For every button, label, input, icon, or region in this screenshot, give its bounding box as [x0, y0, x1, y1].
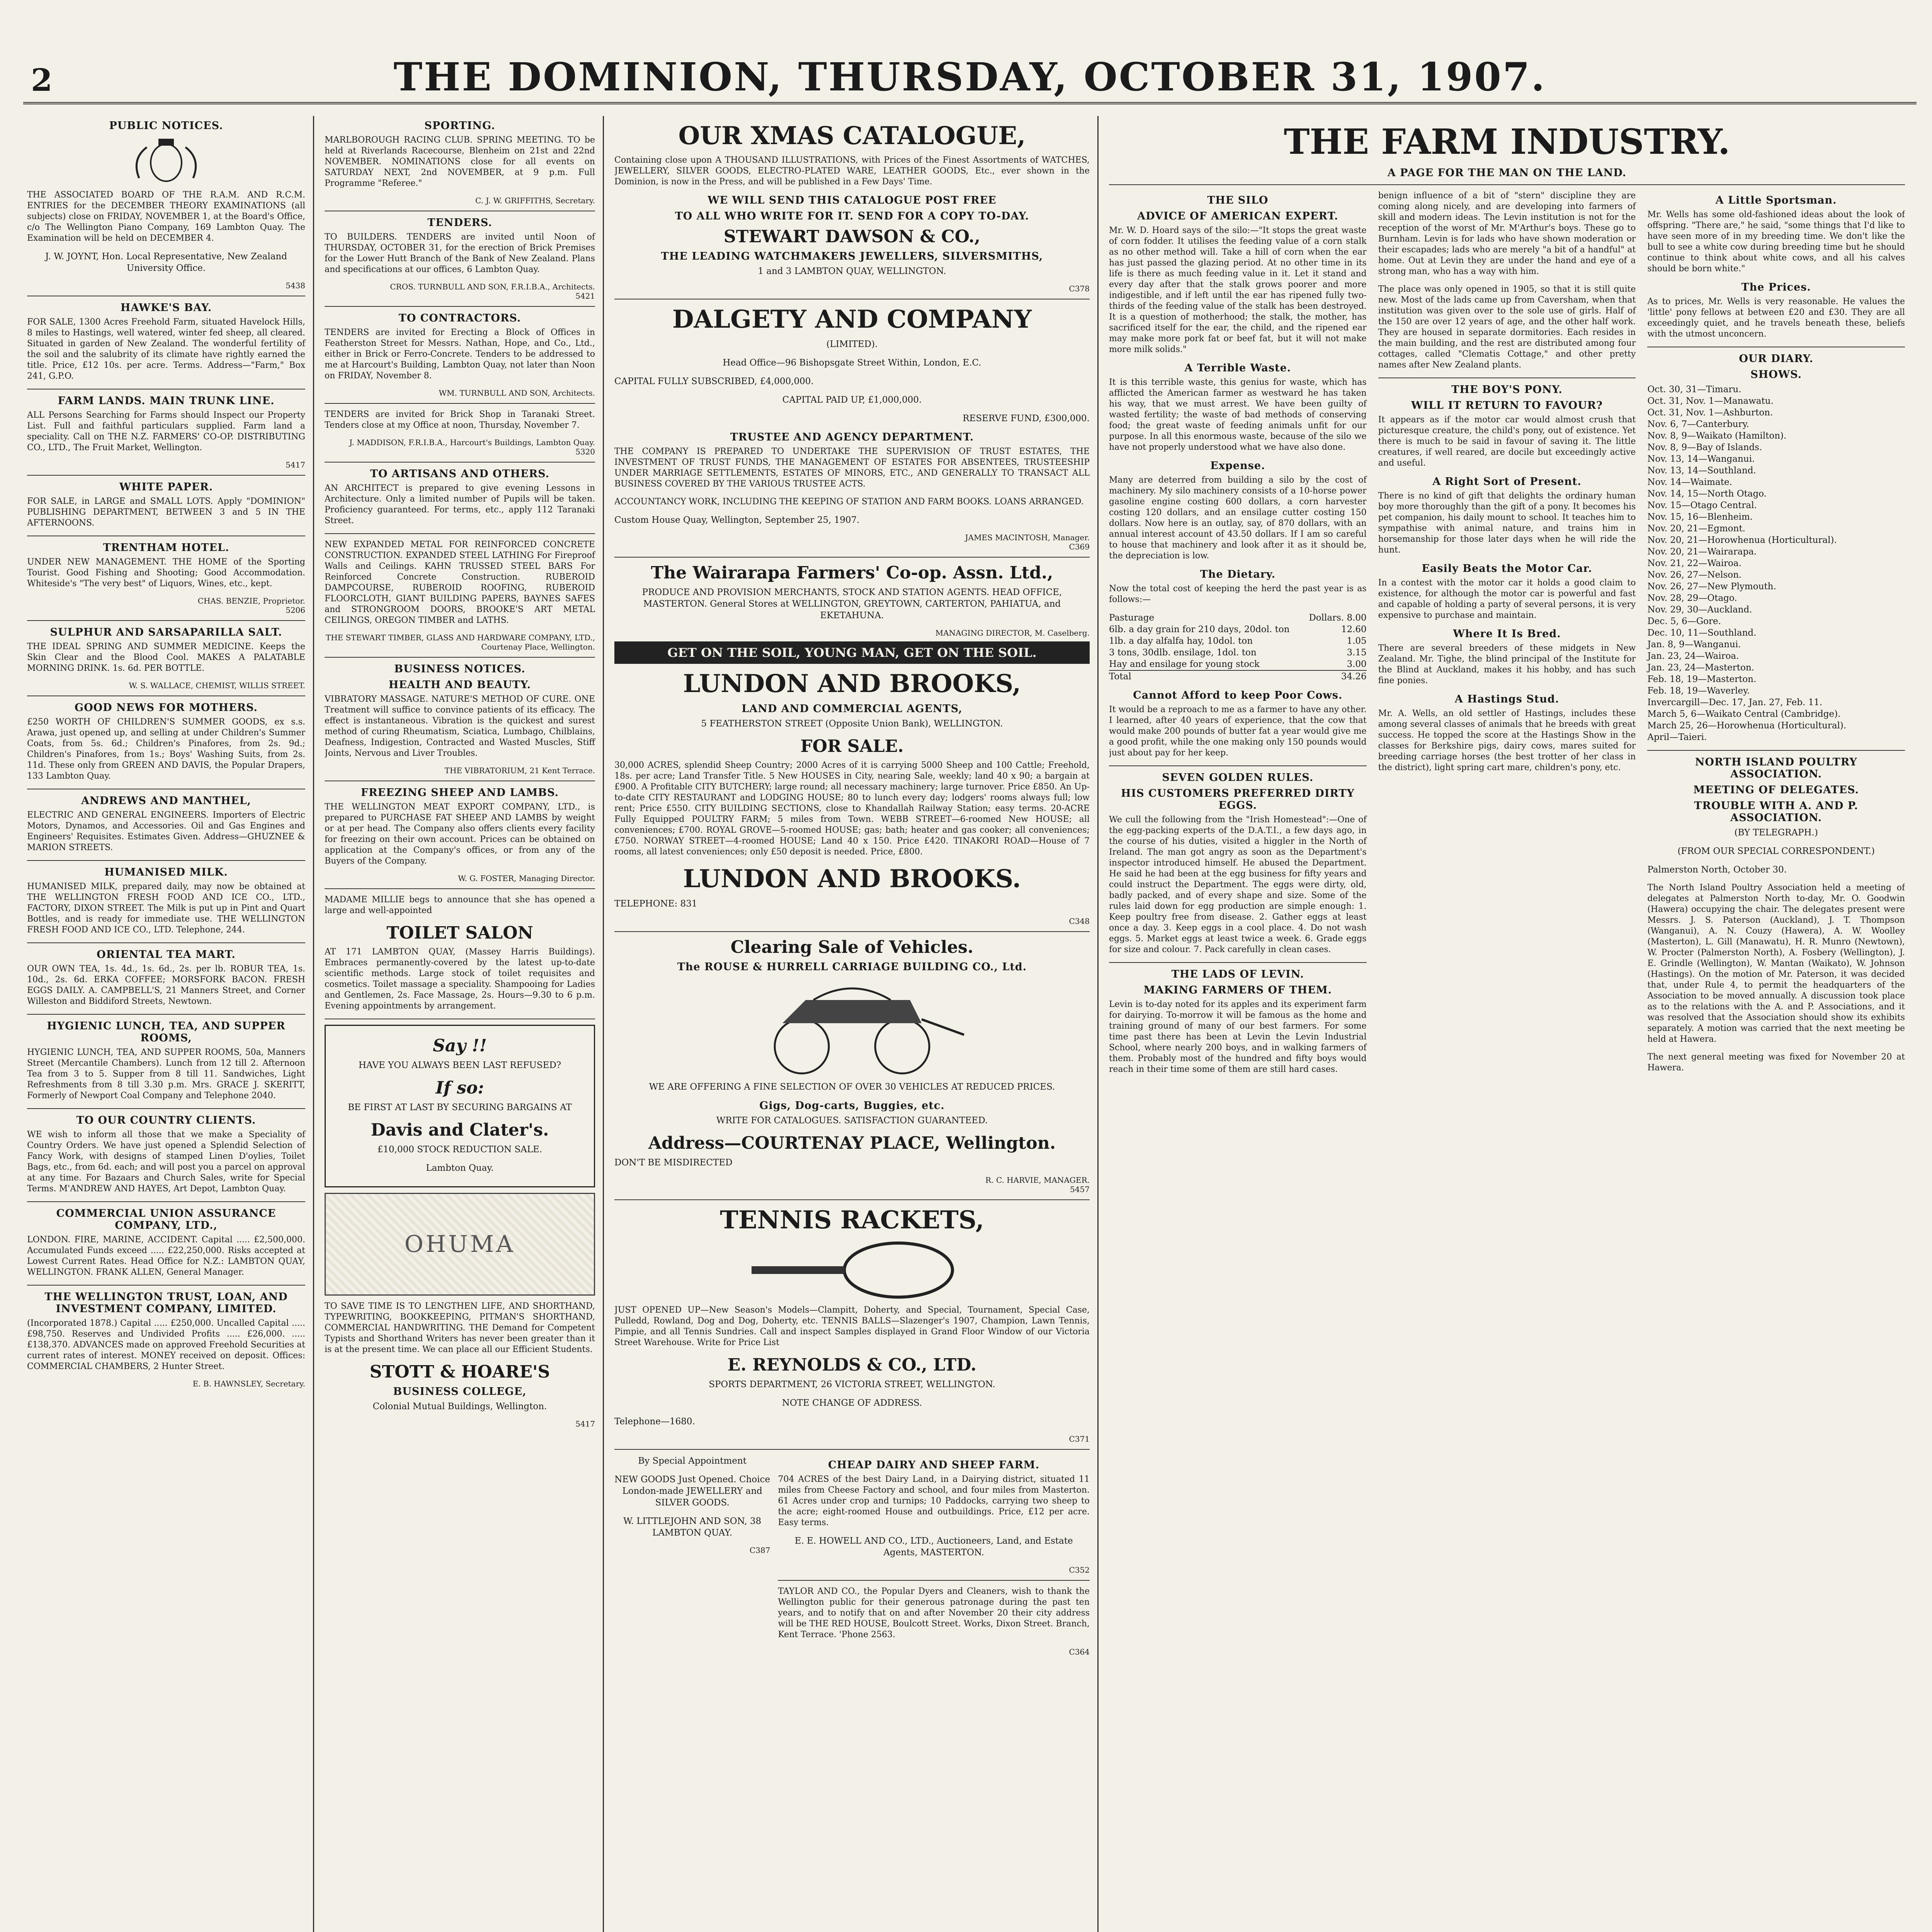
dalgety-capital: CAPITAL FULLY SUBSCRIBED, £4,000,000.	[614, 376, 814, 386]
reynolds-note: NOTE CHANGE OF ADDRESS.	[782, 1398, 922, 1408]
dalgety-address: Custom House Quay, Wellington, September 25, 1907.	[614, 515, 860, 525]
lundon-listings: 30,000 ACRES, splendid Sheep Country; 2000 Acres of it is carrying 5000 Sheep and 100 Cattle; Freehold, 18s. per acre; Land Transfer Title. 5 New HOUSES in City, nearing Sale, weekly; land 40 x 90; a bargain at £900. A Profitable CITY BUTCHERY; large round; all necessary machinery; large turnover. Price £850. An Up-to-date CITY RESTAURANT and LODGING HOUSE; 80 to lunch every day; lodgers' rooms always full; low rent; Price £550. CITY BUILDING SECTIONS, close to Khandallah Railway Station; easy terms. 20-ACRE Fully Equipped POULTRY FARM; 5 miles from Town. WEBB STREET—6-roomed New HOUSE; all conveniences; £700. ROYAL GROVE—5-roomed HOUSE; gas; bath; heater and gas cooker; all conveniences; £750. NORWAY STREET—4-roomed HOUSE; Land 40 x 150. Price £420. TINAKORI ROAD—House of 7 rooms, all latest conveniences; only £50 deposit is needed. Price, £800.	[614, 760, 1090, 857]
seven-rules-body: We cull the following from the "Irish Homestead":—One of the egg-packing experts of the D.A.T.I., a few days ago, in the course of his duties, visited a higgler in the North of Ireland. The man got angry as soon as the Department's inspector introduced himself. He abused the Department. He said he had been at the egg business for fifty years and could instruct the Department. The eggs were dirty, old, badly packed, and of every shape and size. Some of the rules laid down for egg production are simple enough: 1. Keep poultry free from disease. 2. Gather eggs at least once a day. 3. Keep eggs in a cool place. 4. Do not wash eggs. 5. Market eggs at least twice a week. 6. Grade eggs for size and colour. 7. Pack carefully in clean cases.	[1109, 815, 1367, 954]
diary-entry: Oct. 30, 31—Timaru.	[1647, 384, 1742, 395]
diary-entry: Nov. 13, 14—Southland.	[1647, 466, 1756, 476]
hastings-stud-body: Mr. A. Wells, an old settler of Hastings, includes these among several classes of animals that he breeds with great success. He topped the score at the Hastings Show in the classes for Berkshire pigs, dairy cows, mares suited for breeding carriage horses (the best trotter of her class in the district), light spring cart mare, children's pony, etc.	[1378, 709, 1636, 772]
diary-entry: Nov. 26, 27—New Plymouth.	[1647, 582, 1776, 592]
sporting-signature: C. J. W. GRIFFITHS, Secretary.	[475, 196, 595, 205]
farm-industry-title: THE FARM INDUSTRY.	[1284, 121, 1730, 162]
farm-lands-notice: ALL Persons Searching for Farms should Inspect our Property List. Full and faithful particulars supplied. Farm land a speciality. Call on THE N.Z. FARMERS' CO-OP. DISTRIBUTING CO., LTD., The Fruit Market, Wellington.	[27, 410, 305, 452]
diary-entry: Nov. 8, 9—Waikato (Hamilton).	[1647, 431, 1787, 441]
humanised-milk-notice: HUMANISED MILK, prepared daily, may now be obtained at THE WELLINGTON FRESH FOOD AND ICE CO., LTD., FACTORY, DIXON STREET. The Milk is put up in Pint and Quart Bottles, and is ready for immediate use. THE WELLINGTON FRESH FOOD AND ICE CO., LTD. Telephone, 244.	[27, 882, 305, 935]
terrible-waste-body: It is this terrible waste, this genius for waste, which has afflicted the American farmer as westward he has taken his way, that we must arrest. We have been guilty of wasted fertility; the waste of bad methods of conserving food; the great waste of feeding animals unfit for our purpose. In all this enormous waste, because of the silo we have not properly understood what we have also done.	[1109, 378, 1367, 452]
country-clients-header: TO OUR COUNTRY CLIENTS.	[76, 1114, 256, 1126]
contractors-notice: TENDERS are invited for Erecting a Block of Offices in Featherston Street for Messrs. Nathan, Hope, and Co., Ltd., either in Brick or Ferro-Concrete. Tenders to be addressed to me at Harcourt's Building, Lambton Quay, not later than Noon on FRIDAY, November 8.	[325, 328, 595, 381]
right-present-header: A Right Sort of Present.	[1432, 476, 1582, 488]
dalgety-accountancy: ACCOUNTANCY WORK, INCLUDING THE KEEPING OF STATION AND FARM BOOKS. LOANS ARRANGED.	[614, 497, 1084, 507]
farm-lands-header: FARM LANDS. MAIN TRUNK LINE.	[58, 395, 275, 407]
freezing-notice: THE WELLINGTON MEAT EXPORT COMPANY, LTD., is prepared to PURCHASE FAT SHEEP AND LAMBS by weight or at per head. The Company also offers clients every facility for freezing on their own account. Prices can be obtained on application at the Company's offices, or from any of the Buyers of the Company.	[325, 802, 595, 866]
commercial-union-notice: LONDON. FIRE, MARINE, ACCIDENT. Capital ..... £2,500,000. Accumulated Funds exceed ..... £22,250,000. Risks accepted at Lowest Current Rates. Head Office for N.Z.: LAMBTON QUAY, WELLINGTON. FRANK ALLEN, General Manager.	[27, 1235, 305, 1277]
prices-header: The Prices.	[1741, 281, 1811, 293]
diary-entry: Nov. 20, 21—Wairarapa.	[1647, 547, 1757, 557]
bottom-ads-row	[614, 1455, 1090, 1656]
wellington-trust-signature: E. B. HAWNSLEY, Secretary.	[192, 1379, 305, 1388]
coat-of-arms-emblem	[116, 136, 216, 186]
diary-entry: Nov. 21, 22—Wairoa.	[1647, 558, 1742, 568]
tenders-signature: CROS. TURNBULL AND SON, F.R.I.B.A., Architects.	[390, 282, 595, 291]
cheap-dairy-ad	[778, 1455, 1090, 1656]
divider	[614, 931, 1090, 932]
diary-entry: March 25, 26—Horowhenua (Horticultural).	[1647, 721, 1847, 731]
boys-pony-header: THE BOY'S PONY.	[1451, 384, 1563, 396]
seven-rules-sub: HIS CUSTOMERS PREFERRED DIRTY EGGS.	[1121, 787, 1355, 811]
dalgety-limited: (LIMITED).	[826, 339, 878, 349]
ad-reference: 5417	[286, 460, 305, 469]
divider	[27, 1285, 305, 1286]
if-so-heading: If so:	[435, 1078, 484, 1098]
stott-sub: BUSINESS COLLEGE,	[393, 1386, 527, 1398]
diary-list	[1647, 384, 1905, 743]
farm-column-left	[1109, 190, 1367, 1082]
dalgety-paid: CAPITAL PAID UP, £1,000,000.	[782, 395, 922, 405]
diary-entry: Jan. 23, 24—Masterton.	[1647, 663, 1754, 673]
diary-entry: Dec. 5, 6—Gore.	[1647, 616, 1721, 626]
clearing-address: Address—COURTENAY PLACE, Wellington.	[648, 1133, 1056, 1153]
ad-reference: C352	[1069, 1565, 1090, 1575]
dietary-body: Now the total cost of keeping the herd the past year is as follows:—	[1109, 584, 1367, 604]
get-on-soil-banner: GET ON THE SOIL, YOUNG MAN, GET ON THE SOIL.	[614, 641, 1090, 664]
expanded-metal-signature: THE STEWART TIMBER, GLASS AND HARDWARE COMPANY, LTD., Courtenay Place, Wellington.	[325, 633, 595, 651]
where-bred-header: Where It Is Bred.	[1453, 628, 1561, 640]
where-bred-body: There are several breeders of these midgets in New Zealand. Mr. Tighe, the blind principal of the Institute for the Blind at Auckland, makes it his hobby, and has such fine ponies.	[1378, 643, 1636, 685]
hygienic-notice: HYGIENIC LUNCH, TEA, AND SUPPER ROOMS, 50a, Manners Street (Mercantile Chambers). Lunch from 12 till 2. Afternoon Tea from 3 to 5. Supper from 8 till 11. Sandwiches, Light Refreshments from 8 till 3.30 p.m. Mrs. GRACE J. SKERITT, Formerly of Newport Coal Company and Telephone 2040.	[27, 1048, 305, 1100]
lundon-title-2: LUNDON AND BROOKS.	[683, 864, 1021, 893]
ad-reference: C371	[1069, 1434, 1090, 1444]
column-sporting-tenders	[325, 116, 604, 1932]
white-paper-notice: FOR SALE, in LARGE and SMALL LOTS. Apply "DOMINION" PUBLISHING DEPARTMENT, BETWEEN 3 and 5 IN THE AFTERNOONS.	[27, 497, 305, 528]
trentham-signature: CHAS. BENZIE, Proprietor.	[197, 596, 305, 605]
lundon-telephone: TELEPHONE: 831	[614, 899, 697, 909]
ad-reference: C348	[1069, 917, 1090, 926]
lundon-title: LUNDON AND BROOKS,	[683, 669, 1021, 698]
lundon-address: 5 FEATHERSTON STREET (Opposite Union Bank), WELLINGTON.	[701, 719, 1003, 729]
reynolds-name: E. REYNOLDS & CO., LTD.	[727, 1355, 977, 1375]
divider	[27, 1014, 305, 1015]
diary-entry: Nov. 26, 27—Nelson.	[1647, 570, 1742, 580]
column-advertisements	[614, 116, 1099, 1932]
diary-entry: Jan. 23, 24—Wairoa.	[1647, 651, 1739, 661]
trentham-notice: UNDER NEW MANAGEMENT. THE HOME of the Sporting Tourist. Good Fishing and Shooting; Good Accommodation. Whiteside's "The very best" of Liquors, Wines, etc., kept.	[27, 557, 305, 588]
ad-reference: C387	[749, 1546, 770, 1555]
divider	[27, 1108, 305, 1109]
poultry-byline-2: (FROM OUR SPECIAL CORRESPONDENT.)	[1677, 846, 1875, 856]
diary-entry: Nov. 14—Waimate.	[1647, 477, 1732, 487]
sulphur-notice: THE IDEAL SPRING AND SUMMER MEDICINE. Keeps the Skin Clear and the Blood Cool. MAKES A PALATABLE MORNING DRINK. 1s. 6d. PER BOTTLE.	[27, 642, 305, 673]
poultry-sub-2: TROUBLE WITH A. AND P. ASSOCIATION.	[1694, 800, 1859, 824]
stewart-dawson-tagline: THE LEADING WATCHMAKERS JEWELLERS, SILVERSMITHS,	[661, 250, 1043, 262]
diary-entry: Nov. 6, 7—Canterbury.	[1647, 419, 1749, 429]
poultry-header: NORTH ISLAND POULTRY ASSOCIATION.	[1695, 756, 1857, 780]
divider	[325, 657, 595, 658]
wairarapa-title: The Wairarapa Farmers' Co-op. Assn. Ltd.,	[651, 563, 1053, 583]
divider	[27, 475, 305, 476]
silo-header: THE SILO	[1207, 194, 1269, 206]
wellington-trust-notice: (Incorporated 1878.) Capital ..... £250,000. Uncalled Capital ..... £98,750. Reserves and Undivided Profits ..... £26,000. ..... £138,370. ADVANCES made on approved Freehold Securities at current rates of interest. MONEY received on deposit. Offices: COMMERCIAL CHAMBERS, 2 Hunter Street.	[27, 1318, 305, 1371]
seven-rules-header: SEVEN GOLDEN RULES.	[1162, 772, 1314, 784]
poultry-end: The next general meeting was fixed for November 20 at Hawera.	[1647, 1052, 1905, 1073]
clearing-dont: DON'T BE MISDIRECTED	[614, 1158, 733, 1168]
divider	[325, 403, 595, 404]
brick-shop-notice: TENDERS are invited for Brick Shop in Taranaki Street. Tenders close at my Office at noon, Thursday, November 7.	[325, 410, 595, 430]
tennis-racket-illustration	[736, 1239, 968, 1301]
dietary-row: Pasturage Dollars. 8.00	[1109, 613, 1367, 623]
reynolds-sub: SPORTS DEPARTMENT, 26 VICTORIA STREET, WELLINGTON.	[709, 1379, 995, 1389]
levin-sub: MAKING FARMERS OF THEM.	[1143, 984, 1332, 996]
dalgety-signature: JAMES MACINTOSH, Manager.	[965, 533, 1090, 542]
trentham-header: TRENTHAM HOTEL.	[103, 542, 230, 554]
silo-sub: ADVICE OF AMERICAN EXPERT.	[1137, 210, 1338, 222]
poultry-dateline: Palmerston North, October 30.	[1647, 865, 1787, 875]
masthead	[23, 50, 1917, 108]
diary-entry: Oct. 31, Nov. 1—Manawatu.	[1647, 396, 1774, 406]
hastings-stud-header: A Hastings Stud.	[1454, 693, 1560, 705]
dietary-table	[1109, 612, 1367, 682]
davis-question: HAVE YOU ALWAYS BEEN LAST REFUSED?	[358, 1060, 561, 1070]
little-sportsman-body: Mr. Wells has some old-fashioned ideas about the look of offspring. "There are," he said, "some things that I'd like to have seen more of in my breeding time. We don't like the bull to see a white cow during breeding time but he should continue to think about white cows, and all his calves should be born white."	[1647, 210, 1905, 274]
divider	[778, 1580, 1090, 1581]
say-heading: Say !!	[433, 1036, 487, 1056]
stewart-dawson-address: 1 and 3 LAMBTON QUAY, WELLINGTON.	[758, 266, 946, 276]
lundon-sub: LAND AND COMMERCIAL AGENTS,	[742, 703, 963, 715]
poultry-body: The North Island Poultry Association held a meeting of delegates at Palmerston North to-day, Mr. O. Goodwin (Hawera) occupying the chair. The delegates present were Messrs. J. S. Paterson (Auckland), J. T. Thompson (Wanganui), A. N. Couzy (Hawera), A. W. Woolley (Masterton), L. Gill (Manawatu), H. R. Munro (Newtown), W. Procter (Palmerston North), A. Fosbery (Wellington), J. E. Grindle (Wellington), W. Mantan (Waikato), W. Johnson (Hastings). On the motion of Mr. Paterson, it was decided that, under Rule 4, to permit the headquarters of the Association to be moved annually. A discussion took place as to the relations with the A. and P. Associations, and it was resolved that the Association should show its exhibits separately. A motion was carried that the next meeting be held at Hawera.	[1647, 883, 1905, 1044]
public-notices-header: PUBLIC NOTICES.	[109, 120, 223, 132]
freezing-header: FREEZING SHEEP AND LAMBS.	[361, 787, 559, 799]
diary-header: OUR DIARY.	[1739, 353, 1814, 365]
divider	[27, 1201, 305, 1202]
ad-reference: C378	[1069, 284, 1090, 293]
health-beauty-header: HEALTH AND BEAUTY.	[388, 679, 531, 691]
vibratory-notice: VIBRATORY MASSAGE. NATURE'S METHOD OF CURE. ONE Treatment will suffice to convince patients of its efficacy. The effect is instantaneous. Vibration is the quickest and surest method of curing Rheumatism, Sciatica, Lumbago, Chilblains, Deafness, Indigestion, Contracted and Wasted Muscles, Stiff Joints, Nervous and Liver Troubles.	[325, 694, 595, 758]
littlejohn-ad	[614, 1455, 770, 1656]
good-news-header: GOOD NEWS FOR MOTHERS.	[75, 702, 258, 714]
cheap-dairy-body: 704 ACRES of the best Dairy Land, in a Dairying district, situated 11 miles from Cheese Factory and school, and four miles from Masterton. 61 Acres under crop and turnips; 10 Paddocks, carrying two sheep to the acre; eight-roomed House and outbuildings. Price, £12 per acre. Easy terms.	[778, 1475, 1090, 1527]
divider	[1109, 184, 1905, 185]
ad-reference: 5206	[286, 605, 305, 615]
diary-entry: March 5, 6—Waikato Central (Cambridge).	[1647, 709, 1841, 719]
diary-entry: Nov. 14, 15—North Otago.	[1647, 489, 1767, 499]
divider	[325, 462, 595, 463]
taylor-notice: TAYLOR AND CO., the Popular Dyers and Cleaners, wish to thank the Wellington public for their generous patronage during the past ten years, and to notify that on and after November 20 their city address will be THE RED HOUSE, Boulcott Street. Works, Dixon Street. Branch, Kent Terrace. 'Phone 2563.	[778, 1587, 1090, 1639]
commercial-union-header: COMMERCIAL UNION ASSURANCE COMPANY, LTD.,	[56, 1208, 276, 1231]
levin-body: Levin is to-day noted for its apples and its experiment farm for dairying. To-morrow it will be famous as the home and training ground of many of our best farmers. For some time past there has been at Levin the Levin Industrial School, where nearly 200 boys, and in walking farmers of them. Probably most of the hundred and fifty boys would reach in their time some of them are still hard cases.	[1109, 1000, 1367, 1074]
oriental-header: ORIENTAL TEA MART.	[97, 949, 236, 961]
newspaper-title: THE DOMINION, THURSDAY, OCTOBER 31, 1907.	[393, 54, 1546, 100]
littlejohn-appointment: By Special Appointment	[638, 1456, 747, 1466]
diary-entry: Oct. 31, Nov. 1—Ashburton.	[1647, 408, 1773, 418]
diary-entry: Nov. 20, 21—Egmont.	[1647, 524, 1745, 534]
toilet-intro: MADAME MILLIE begs to announce that she has opened a large and well-appointed	[325, 895, 595, 915]
dietary-total-row: Total 34.26	[1109, 670, 1367, 682]
toilet-salon-notice: AT 171 LAMBTON QUAY, (Massey Harris Buildings). Embraces permanently-covered by the latest up-to-date scientific methods. Large stock of toilet requisites and cosmetics. Toilet massage a speciality. Shampooing for Ladies and Gentlemen, 2s. Face Massage, 2s. Hours—9.30 to 6 p.m. Evening appointments by arrangement.	[325, 947, 595, 1011]
divider	[614, 557, 1090, 558]
diary-entry: April—Taieri.	[1647, 732, 1707, 742]
hygienic-header: HYGIENIC LUNCH, TEA, AND SUPPER ROOMS,	[47, 1020, 286, 1044]
clearing-offering: WE ARE OFFERING A FINE SELECTION OF OVER 30 VEHICLES AT REDUCED PRICES.	[649, 1082, 1055, 1092]
clearing-signature: R. C. HARVIE, MANAGER.	[985, 1175, 1090, 1185]
diary-entry: Feb. 18, 19—Masterton.	[1647, 674, 1757, 684]
brick-shop-signature: J. MADDISON, F.R.I.B.A., Harcourt's Buildings, Lambton Quay.	[349, 438, 595, 447]
divider	[1647, 750, 1905, 751]
diary-entry: Nov. 15—Otago Central.	[1647, 500, 1757, 510]
divider	[27, 860, 305, 861]
silo-body: Mr. W. D. Hoard says of the silo:—"It stops the great waste of corn fodder. It utilises the feeding value of a corn stalk as no other method will. Take a hill of corn when the ear has just passed the glazing period. At no other time in its life is there as much feeding value in it. Let it stand and every day after that the stalk grows poorer and more indigestible, and if left until the ear has ripened fully two-thirds of the feeding value of the stalk has been destroyed. It is a question of motherhood; the stalk, the mother, has sacrificed itself for the ear, the child, and the ripened ear may make more pork fat or beef fat, but it will not make more milk solids."	[1109, 226, 1367, 354]
divider	[325, 888, 595, 889]
artisans-notice: AN ARCHITECT is prepared to give evening Lessons in Architecture. Only a limited number of Pupils will be taken. Proficiency guaranteed. For terms, etc., apply 112 Taranaki Street.	[325, 483, 595, 526]
oriental-notice: OUR OWN TEA, 1s. 4d., 1s. 6d., 2s. per lb. ROBUR TEA, 1s. 10d., 2s. 6d. ERKA COFFEE; MORSFORK BACON. FRESH EGGS DAILY. A. CAMPBELL'S, 21 Manners Street, and Corner Willeston and Biddiford Streets, Newtown.	[27, 964, 305, 1006]
poor-cows-body: It would be a reproach to me as a farmer to have any other. I learned, after 40 years of experience, that the cow that would make 200 pounds of butter fat a year would give me a good profit, while the one making only 150 pounds would just about pay for her keep.	[1109, 705, 1367, 758]
associated-board-signature: J. W. JOYNT, Hon. Local Representative, New Zealand University Office.	[45, 252, 287, 273]
page-number: 2	[31, 62, 53, 98]
hawkes-bay-notice: FOR SALE, 1300 Acres Freehold Farm, situated Havelock Hills, 8 miles to Hastings, well watered, winter fed sheep, all cleared. Situated in garden of New Zealand. The wonderful fertility of the soil and the salubrity of its climate have rightly earned the title. Price, £12 10s. per acre. Terms. Address—"Farm," Box 241, G.P.O.	[27, 317, 305, 381]
little-sportsman-header: A Little Sportsman.	[1715, 194, 1837, 206]
motor-car-body: In a contest with the motor car it holds a good claim to existence, for although the motor car is powerful and fast and capable of holding a party of several persons, it is very expensive to purchase and maintain.	[1378, 578, 1636, 620]
divider	[27, 620, 305, 621]
farm-industry-subtitle: A PAGE FOR THE MAN ON THE LAND.	[1387, 167, 1627, 179]
dalgety-reserve: RESERVE FUND, £300,000.	[963, 413, 1090, 423]
stott-header: STOTT & HOARE'S	[369, 1362, 550, 1382]
poor-cows-header: Cannot Afford to keep Poor Cows.	[1133, 689, 1343, 701]
ad-reference: 5417	[575, 1419, 595, 1429]
good-news-notice: £250 WORTH OF CHILDREN'S SUMMER GOODS, ex s.s. Arawa, just opened up, and selling at under Children's Summer Coats, from 5s. 6d.; Children's Pinafores, from 2s. 9d.; Children's Pinafores, from 1s.; Boys' Washing Suits, from 2s. 11d. These only from GREEN AND DAVIS, the Popular Drapers, 133 Lambton Quay.	[27, 717, 305, 781]
diary-entry: Feb. 18, 19—Waverley.	[1647, 686, 1750, 696]
davis-address: Lambton Quay.	[426, 1163, 494, 1173]
xmas-write: TO ALL WHO WRITE FOR IT. SEND FOR A COPY TO-DAY.	[675, 210, 1029, 222]
andrews-notice: ELECTRIC AND GENERAL ENGINEERS. Importers of Electric Motors, Dynamos, and Accessories. Oil and Gas Engines and Engineers' Requisites. Estimates Given. Address—GHUZNEE & MARION STREETS.	[27, 810, 305, 852]
toilet-salon-header: TOILET SALON	[386, 923, 533, 943]
dalgety-body: THE COMPANY IS PREPARED TO UNDERTAKE THE SUPERVISION OF TRUST ESTATES, THE INVESTMENT OF TRUST FUNDS, THE MANAGEMENT OF ESTATES FOR ABSENTEES, TRUSTEESHIP UNDER MARRIAGE SETTLEMENTS, ESTATES OF MINORS, ETC., AND GENERALLY TO TRANSACT ALL BUSINESS COVERED BY THE VARIOUS TRUSTEE ACTS.	[614, 447, 1090, 489]
littlejohn-body: NEW GOODS Just Opened. Choice London-made JEWELLERY and SILVER GOODS.	[614, 1475, 770, 1508]
sulphur-signature: W. S. WALLACE, CHEMIST, WILLIS STREET.	[129, 681, 305, 690]
humanised-milk-header: HUMANISED MILK.	[104, 866, 228, 878]
dietary-header: The Dietary.	[1200, 568, 1276, 580]
dietary-row: 3 tons, 30dlb. ensilage, 1dol. ton 3.15	[1109, 648, 1367, 658]
xmas-catalogue-title: OUR XMAS CATALOGUE,	[678, 121, 1026, 150]
diary-entry: Jan. 8, 9—Wanganui.	[1647, 639, 1741, 650]
reynolds-telephone: Telephone—1680.	[614, 1417, 695, 1427]
dalgety-head-office: Head Office—96 Bishopsgate Street Within, London, E.C.	[723, 358, 981, 368]
divider	[27, 942, 305, 943]
artisans-header: TO ARTISANS AND OTHERS.	[370, 468, 550, 480]
poultry-byline: (BY TELEGRAPH.)	[1734, 828, 1818, 838]
diary-entry: Dec. 10, 11—Southland.	[1647, 628, 1757, 638]
freezing-signature: W. G. FOSTER, Managing Director.	[458, 874, 595, 883]
rouse-hurrell-name: The ROUSE & HURRELL CARRIAGE BUILDING CO., Ltd.	[677, 961, 1027, 973]
ad-reference: 5421	[575, 291, 595, 301]
expanded-metal-notice: NEW EXPANDED METAL FOR REINFORCED CONCRETE CONSTRUCTION. EXPANDED STEEL LATHING For Fireproof Walls and Ceilings. KAHN TRUSSED STEEL BARS For Reinforced Concrete Construction. RUBEROID DAMPCOURSE, RUBEROID ROOFING, RUBEROID FLOORCLOTH, GIANT BUILDING PAPERS, BAYNES SAFES and STRONGROOM DOORS, BROOKE'S ART METAL CEILINGS, OREGON TIMBER and LATHS.	[325, 540, 595, 625]
contractors-signature: WM. TURNBULL AND SON, Architects.	[439, 388, 595, 398]
tenders-header: TENDERS.	[427, 217, 492, 229]
davis-question-2: BE FIRST AT LAST BY SECURING BARGAINS AT	[348, 1102, 572, 1112]
motor-car-header: Easily Beats the Motor Car.	[1422, 563, 1592, 575]
davis-clater-ad	[325, 1025, 595, 1187]
lundon-for-sale: FOR SALE.	[800, 736, 904, 756]
xmas-free: WE WILL SEND THIS CATALOGUE POST FREE	[707, 194, 997, 206]
levin-header: THE LADS OF LEVIN.	[1171, 968, 1304, 980]
dietary-row: Hay and ensilage for young stock 3.00	[1109, 659, 1367, 669]
country-clients-notice: WE wish to inform all those that we make a Speciality of Country Orders. We have just opened a Splendid Selection of Fancy Work, with designs of stamped Linen D'oylies, Toilet Bags, etc., from 6d. each; and will post you a parcel on approval at any time. For Bazaars and Church Sales, write for Special Terms. M'ANDREW AND HAYES, Art Depot, Lambton Quay.	[27, 1130, 305, 1194]
carriage-illustration	[736, 977, 968, 1077]
ad-reference: 5457	[1070, 1185, 1090, 1194]
wairarapa-signature: MANAGING DIRECTOR, M. Caselberg.	[935, 628, 1090, 638]
sulphur-header: SULPHUR AND SARSAPARILLA SALT.	[50, 626, 282, 638]
dietary-row: 6lb. a day grain for 210 days, 20dol. ton 12.60	[1109, 624, 1367, 634]
clearing-write: WRITE FOR CATALOGUES. SATISFACTION GUARANTEED.	[716, 1116, 988, 1126]
wairarapa-body: PRODUCE AND PROVISION MERCHANTS, STOCK AND STATION AGENTS. HEAD OFFICE, MASTERTON. General Stores at WELLINGTON, GREYTOWN, CARTERTON, PAHIATUA, and EKETAHUNA.	[642, 587, 1062, 621]
white-paper-header: WHITE PAPER.	[119, 481, 213, 493]
levin-continued: benign influence of a bit of "stern" discipline they are coming along nicely, and are developing into farmers of skill and modern ideas. The Levin institution is not for the reception of the worst of Mr. M'Arthur's boys. These go to Burnham. Levin is for lads who have shown moderation or their escapades; lads who are merely "a bit of a handful" at home. Out at Levin they are under the hand and eye of a strong man, who has a way with him.	[1378, 191, 1636, 276]
sporting-notice: MARLBOROUGH RACING CLUB. SPRING MEETING. TO be held at Riverlands Racecourse, Blenheim on 21st and 22nd NOVEMBER. NOMINATIONS close for all events on SATURDAY NEXT, 2nd NOVEMBER, at 9 p.m. Full Programme "Referee."	[325, 135, 595, 188]
andrews-header: ANDREWS AND MANTHEL,	[81, 795, 251, 807]
farm-industry-section	[1109, 116, 1905, 1932]
dietary-row: 1lb. a day alfalfa hay, 10dol. ton 1.05	[1109, 636, 1367, 646]
sporting-header: SPORTING.	[424, 120, 495, 132]
terrible-waste-header: A Terrible Waste.	[1184, 362, 1291, 374]
littlejohn-signature: W. LITTLEJOHN AND SON, 38 LAMBTON QUAY.	[623, 1516, 762, 1538]
divider	[614, 1199, 1090, 1200]
contractors-header: TO CONTRACTORS.	[398, 312, 521, 324]
davis-clater-name: Davis and Clater's.	[371, 1120, 549, 1140]
tenders-notice: TO BUILDERS. TENDERS are invited until Noon of THURSDAY, OCTOBER 31, for the erection of Brick Premises for the Lower Hutt Branch of the Bank of New Zealand. Plans and specifications at our offices, 6 Lambton Quay.	[325, 232, 595, 274]
diary-entry: Nov. 20, 21—Horowhenua (Horticultural).	[1647, 535, 1837, 545]
associated-board-notice: THE ASSOCIATED BOARD OF THE R.A.M. AND R.C.M. ENTRIES for the DECEMBER THEORY EXAMINATIONS (all subjects) close on FRIDAY, NOVEMBER 1, at the Board's Office, c/o The Wellington Piano Company, 169 Lambton Quay. The Examination will be held on DECEMBER 4.	[27, 190, 305, 243]
diary-entry: Nov. 8, 9—Bay of Islands.	[1647, 442, 1762, 452]
column-public-notices	[27, 116, 314, 1932]
farm-columns	[1109, 190, 1905, 1082]
stott-notice: TO SAVE TIME IS TO LENGTHEN LIFE, AND SHORTHAND, TYPEWRITING, BOOKKEEPING, PITMAN'S SHORTHAND, COMMERCIAL HANDWRITING. THE Demand for Competent Typists and Shorthand Writers has never been greater than it is at the present time. We can place all our Efficient Students.	[325, 1301, 595, 1354]
boys-pony-sub: WILL IT RETURN TO FAVOUR?	[1411, 400, 1603, 412]
diary-entry: Nov. 28, 29—Otago.	[1647, 593, 1737, 603]
stott-address: Colonial Mutual Buildings, Wellington.	[372, 1401, 547, 1412]
ad-reference: 5320	[575, 447, 595, 456]
tennis-title: TENNIS RACKETS,	[720, 1206, 984, 1235]
divider	[325, 533, 595, 534]
xmas-catalogue-body: Containing close upon A THOUSAND ILLUSTRATIONS, with Prices of the Finest Assortments of WATCHES, JEWELLERY, SILVER GOODS, ELECTRO-PLATED WARE, LEATHER GOODS, Etc., ever shown in the Dominion, is now in the Press, and will be published in a Few Days' Time.	[614, 155, 1090, 187]
cheap-dairy-header: CHEAP DAIRY AND SHEEP FARM.	[828, 1459, 1040, 1471]
divider	[614, 1449, 1090, 1450]
ad-reference: C369	[1069, 542, 1090, 551]
expense-header: Expense.	[1210, 460, 1265, 472]
diary-entry: Invercargill—Dec. 17, Jan. 27, Feb. 11.	[1647, 697, 1823, 707]
diary-entry: Nov. 15, 16—Blenheim.	[1647, 512, 1753, 522]
diary-entry: Nov. 13, 14—Wanganui.	[1647, 454, 1755, 464]
wellington-trust-header: THE WELLINGTON TRUST, LOAN, AND INVESTMENT COMPANY, LIMITED.	[44, 1291, 288, 1315]
davis-sale: £10,000 STOCK REDUCTION SALE.	[377, 1145, 543, 1155]
business-notices-header: BUSINESS NOTICES.	[394, 663, 526, 675]
diary-entry: Nov. 29, 30—Auckland.	[1647, 605, 1752, 615]
divider	[1109, 962, 1367, 963]
ad-reference: 5438	[286, 281, 305, 290]
ohuma-stamp-graphic: OHUMA	[325, 1193, 595, 1296]
farm-column-middle	[1378, 190, 1636, 1082]
prices-body: As to prices, Mr. Wells is very reasonable. He values the 'little' pony fellows at between £20 and £30. They are all exceedingly quiet, and he travels beneath these, beliefs with the utmost unconcern.	[1647, 297, 1905, 339]
cheap-dairy-signature: E. E. HOWELL AND CO., LTD., Auctioneers, Land, and Estate Agents, MASTERTON.	[794, 1536, 1073, 1558]
levin-place: The place was only opened in 1905, so that it is still quite new. Most of the lads came up from Caversham, when that institution was given over to the sole use of girls. Half of the 150 are over 12 years of age, and the other half work. They are housed in separate dormitories. Each resides in the main building, and the rest are distributed among four cottages, called "Clematis Cottage," and other pretty names after New Zealand plants.	[1378, 284, 1636, 370]
poultry-sub: MEETING OF DELEGATES.	[1693, 784, 1859, 796]
diary-sub: SHOWS.	[1750, 369, 1802, 381]
right-present-body: There is no kind of gift that delights the ordinary human boy more thoroughly than the gift of a pony. It becomes his pet companion, his daily mount to school. It teaches him to sympathise with animal nature, and trains him in horsemanship for those later days when he will ride the hunt.	[1378, 491, 1636, 555]
boys-pony-body: It appears as if the motor car would almost crush that picturesque creature, the child's pony, out of existence. Yet there is much to be said in favour of saving it. The little creatures, if well reared, are docile but exceedingly active and useful.	[1378, 415, 1636, 468]
dalgety-title: DALGETY AND COMPANY	[672, 305, 1032, 334]
hawkes-bay-header: HAWKE'S BAY.	[120, 302, 212, 314]
vibratory-signature: THE VIBRATORIUM, 21 Kent Terrace.	[444, 766, 595, 775]
stewart-dawson-name: STEWART DAWSON & CO.,	[723, 227, 981, 247]
masthead-rule	[23, 102, 1917, 104]
clearing-sale-title: Clearing Sale of Vehicles.	[730, 937, 974, 957]
tennis-body: JUST OPENED UP—New Season's Models—Clampitt, Doherty, and Special, Tournament, Special Case, Pulledd, Rowland, Dog and Dog, Doherty, etc. TENNIS BALLS—Slazenger's 1907, Champion, Lawn Tennis, Pimpie, and all Tennis Sundries. Call and inspect Samples displayed in Grand Floor Window of our Victoria Street Warehouse. Write for Price List	[614, 1305, 1090, 1347]
divider	[1109, 765, 1367, 766]
dalgety-dept: TRUSTEE AND AGENCY DEPARTMENT.	[730, 431, 974, 443]
expense-body: Many are deterred from building a silo by the cost of machinery. My silo machinery consists of a 10-horse power gasoline engine costing 600 dollars, a corn harvester costing 120 dollars, and an ensilage cutter costing 150 dollars. Now here is an outlay, say, of 870 dollars, with an annual interest account of 43.50 dollars. If I am so careful to house that machinery and look after it as it should be, the depreciation is low.	[1109, 475, 1367, 561]
farm-column-right	[1647, 190, 1905, 1082]
clearing-types: Gigs, Dog-carts, Buggies, etc.	[759, 1100, 945, 1112]
ad-reference: C364	[1069, 1647, 1090, 1656]
divider	[325, 306, 595, 307]
